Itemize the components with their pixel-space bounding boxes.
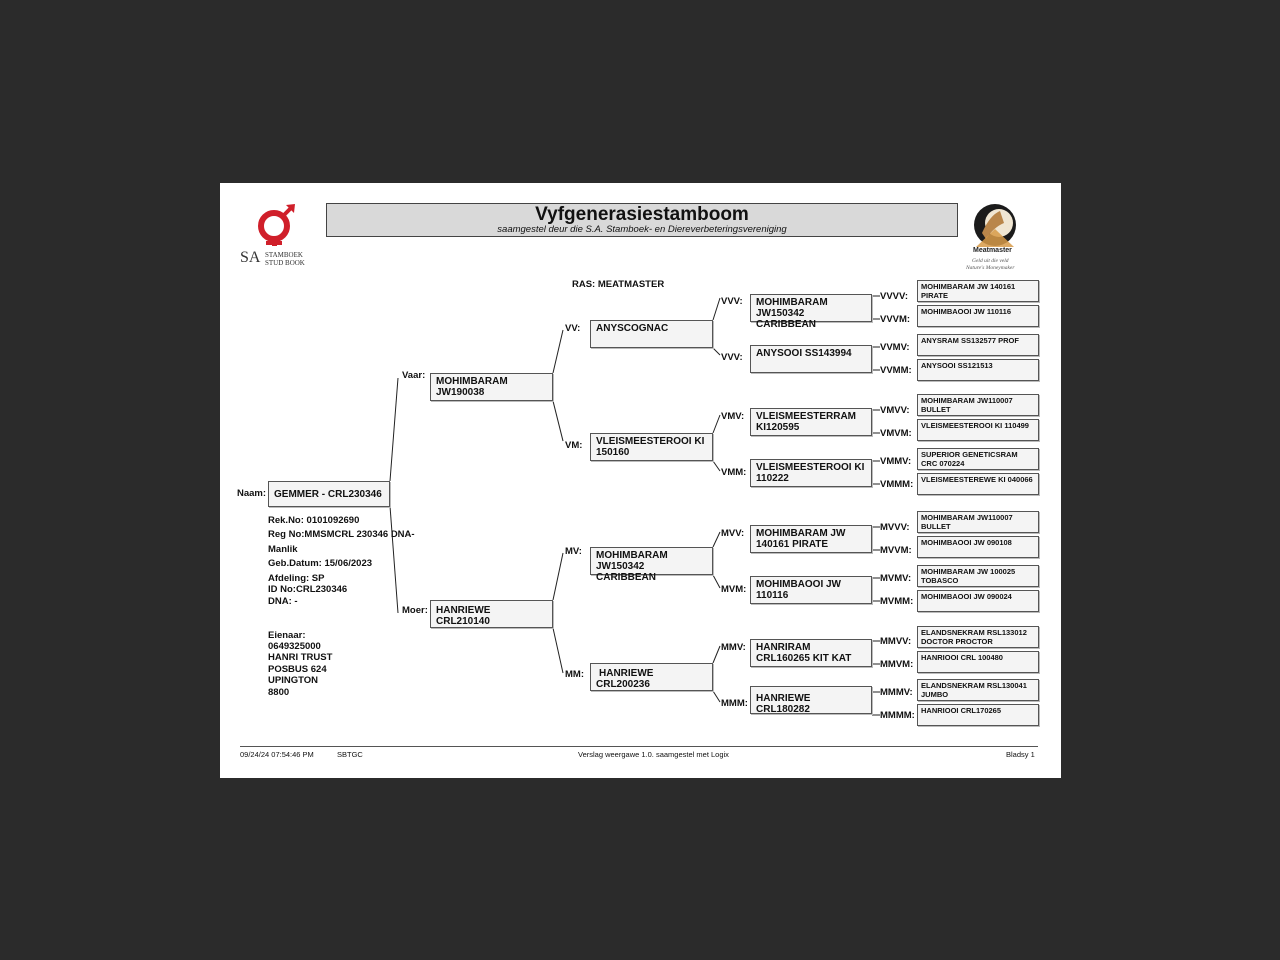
gen5-name: HANRIOOI CRL 100480 <box>921 653 1003 662</box>
gen3-box <box>590 547 713 583</box>
gen4-box <box>750 639 872 667</box>
gen4-name: MOHIMBAOOI JW 110116 <box>756 579 841 601</box>
page-subtitle: saamgestel deur die S.A. Stamboek- en Diereverbeteringsvereniging <box>497 224 787 235</box>
gen5-box <box>917 626 1039 648</box>
gen5-label: MMVV: <box>880 636 912 647</box>
detail-dna: DNA: - <box>268 596 298 607</box>
detail-section: Afdeling: SP <box>268 573 325 584</box>
gen5-box <box>917 536 1039 558</box>
breed-label: RAS: MEATMASTER <box>572 279 665 290</box>
gen5-name: ELANDSNEKRAM RSL130041 JUMBO <box>921 681 1027 699</box>
gen5-box <box>917 679 1039 701</box>
gen3-box <box>590 663 713 691</box>
logo-sa-text: SA <box>240 249 261 266</box>
gen5-name: MOHIMBAOOI JW 090024 <box>921 592 1012 601</box>
connector-line <box>713 461 720 471</box>
gen5-box <box>917 448 1039 470</box>
gen5-box <box>917 651 1039 673</box>
gen3-label: VV: <box>565 323 581 334</box>
connector-line <box>713 691 720 702</box>
gen5-name: MOHIMBARAM JW 100025 TOBASCO <box>921 567 1016 585</box>
gen3-box <box>590 320 713 348</box>
gen2-name: HANRIEWE CRL210140 <box>436 605 491 627</box>
logo-tagline-1: Geld uit die veld <box>972 258 1009 264</box>
gen2-box <box>430 373 553 401</box>
sa-studbook-logo <box>238 203 308 269</box>
gen4-name: MOHIMBARAM JW150342 CARIBBEAN <box>756 297 828 330</box>
gen5-label: VMVV: <box>880 405 910 416</box>
gen5-box <box>917 280 1039 302</box>
gen5-box <box>917 511 1039 533</box>
gen5-name: VLEISMEESTEREWE KI 040066 <box>921 475 1033 484</box>
gen5-box <box>917 394 1039 416</box>
animal-name-box <box>268 481 390 507</box>
gen5-name: MOHIMBAOOI JW 110116 <box>921 307 1012 316</box>
gen4-name: VLEISMEESTEROOI KI 110222 <box>756 462 865 484</box>
owner-town: UPINGTON <box>268 675 318 686</box>
gen3-label: VM: <box>565 440 583 451</box>
gen5-box <box>917 419 1039 441</box>
connector-line <box>713 575 720 588</box>
gen5-label: VMMM: <box>880 479 914 490</box>
connector-line <box>553 628 563 673</box>
logo-tagline-2: Nature's Moneymaker <box>966 265 1015 271</box>
gen4-name: HANRIEWE CRL180282 <box>756 693 811 715</box>
detail-reg-no: Reg No:MMSMCRL 230346 DNA- <box>268 529 415 540</box>
gen3-name: MOHIMBARAM JW150342 CARIBBEAN <box>596 550 668 583</box>
logo-stamboek-text: STAMBOEK <box>265 251 303 259</box>
gen5-label: MMVM: <box>880 659 914 670</box>
gen5-name: MOHIMBARAM JW 140161 PIRATE <box>921 282 1016 300</box>
gen5-name: ANYSRAM SS132577 PROF <box>921 336 1019 345</box>
gen5-label: MVMV: <box>880 573 912 584</box>
detail-id-no: ID No:CRL230346 <box>268 584 348 595</box>
gen5-box <box>917 334 1039 356</box>
gen4-label: MVV: <box>721 528 745 539</box>
gen4-name: VLEISMEESTERRAM KI120595 <box>756 411 857 433</box>
gen5-label: VMMV: <box>880 456 912 467</box>
gen2-label: Moer: <box>402 605 428 616</box>
gen5-label: MMMM: <box>880 710 915 721</box>
gen5-label: VVMV: <box>880 342 910 353</box>
gen5-label: MMMV: <box>880 687 913 698</box>
connector-line <box>553 401 563 441</box>
gen5-label: MVVV: <box>880 522 910 533</box>
gen4-box <box>750 459 872 487</box>
connector-line <box>553 553 563 600</box>
gen4-label: VMM: <box>721 467 747 478</box>
gen4-box <box>750 576 872 604</box>
gen4-box <box>750 294 872 330</box>
gen3-label: MM: <box>565 669 584 680</box>
gen4-label: MMV: <box>721 642 746 653</box>
gen5-name: SUPERIOR GENETICSRAM CRC 070224 <box>921 450 1018 468</box>
gen3-box <box>590 433 713 461</box>
gen5-label: MVVM: <box>880 545 912 556</box>
detail-birth-date: Geb.Datum: 15/06/2023 <box>268 558 373 569</box>
gen5-name: HANRIOOI CRL170265 <box>921 706 1002 715</box>
gen5-label: VMVM: <box>880 428 912 439</box>
connector-line <box>553 330 563 373</box>
footer-page: Bladsy 1 <box>1006 750 1035 759</box>
pedigree-document <box>220 183 1061 778</box>
connector-line <box>390 506 398 613</box>
gen4-label: MVM: <box>721 584 747 595</box>
owner-postbox: POSBUS 624 <box>268 664 327 675</box>
gen5-box <box>917 590 1039 612</box>
gen5-name: MOHIMBAOOI JW 090108 <box>921 538 1012 547</box>
connector-line <box>713 348 720 355</box>
connector-line <box>713 415 720 433</box>
gen5-name: MOHIMBARAM JW110007 BULLET <box>921 396 1013 414</box>
gen2-name: MOHIMBARAM JW190038 <box>436 376 508 398</box>
gen2-label: Vaar: <box>402 370 426 381</box>
meatmaster-logo <box>965 203 1025 275</box>
gen4-box <box>750 408 872 436</box>
gen5-box <box>917 359 1039 381</box>
connector-line <box>713 298 720 320</box>
gen3-name: HANRIEWE CRL200236 <box>596 668 654 690</box>
sa-studbook-emblem-icon <box>248 203 318 247</box>
gen5-box <box>917 565 1039 587</box>
connector-line <box>390 378 398 481</box>
logo-studbook-text: STUD BOOK <box>265 259 305 267</box>
gen4-label: VMV: <box>721 411 745 422</box>
detail-rek-no: Rek.No: 0101092690 <box>268 515 360 526</box>
gen5-name: ELANDSNEKRAM RSL133012 DOCTOR PROCTOR <box>921 628 1027 646</box>
footer-divider <box>240 746 1038 747</box>
gen5-name: MOHIMBARAM JW110007 BULLET <box>921 513 1013 531</box>
gen5-box <box>917 473 1039 495</box>
connector-line <box>713 646 720 663</box>
owner-postcode: 8800 <box>268 687 290 698</box>
page-title: Vyfgenerasiestamboom <box>535 204 749 225</box>
footer-datetime: 09/24/24 07:54:46 PM <box>240 750 314 759</box>
animal-name: GEMMER - CRL230346 <box>274 489 382 500</box>
naam-label: Naam: <box>237 488 267 499</box>
gen4-name: ANYSOOI SS143994 <box>756 348 852 359</box>
owner-name: HANRI TRUST <box>268 652 333 663</box>
gen5-label: VVMM: <box>880 365 912 376</box>
gen4-name: MOHIMBARAM JW 140161 PIRATE <box>756 528 846 550</box>
footer-report: Verslag weergawe 1.0. saamgestel met Logix <box>578 750 729 759</box>
detail-sex: Manlik <box>268 544 298 555</box>
gen4-name: HANRIRAM CRL160265 KIT KAT <box>756 642 852 664</box>
gen5-label: VVVM: <box>880 314 911 325</box>
gen3-name: VLEISMEESTEROOI KI 150160 <box>596 436 705 458</box>
owner-phone: 0649325000 <box>268 641 321 652</box>
gen5-box <box>917 305 1039 327</box>
gen5-label: VVVV: <box>880 291 908 302</box>
gen4-label: VVV: <box>721 296 743 307</box>
gen2-box <box>430 600 553 628</box>
connector-line <box>713 532 720 547</box>
title-bar <box>326 203 958 237</box>
gen5-name: VLEISMEESTEROOI KI 110499 <box>921 421 1029 430</box>
gen4-label: MMM: <box>721 698 748 709</box>
gen5-name: ANYSOOI SS121513 <box>921 361 993 370</box>
owner-heading: Eienaar: <box>268 630 306 641</box>
footer-code: SBTGC <box>337 750 363 759</box>
gen4-box <box>750 345 872 373</box>
gen5-label: MVMM: <box>880 596 914 607</box>
gen4-box <box>750 525 872 553</box>
gen4-label: VVV: <box>721 352 743 363</box>
gen3-name: ANYSCOGNAC <box>596 323 669 334</box>
gen5-box <box>917 704 1039 726</box>
logo-meatmaster-text: Meatmaster <box>973 247 1012 254</box>
gen3-label: MV: <box>565 546 582 557</box>
gen4-box <box>750 686 872 714</box>
